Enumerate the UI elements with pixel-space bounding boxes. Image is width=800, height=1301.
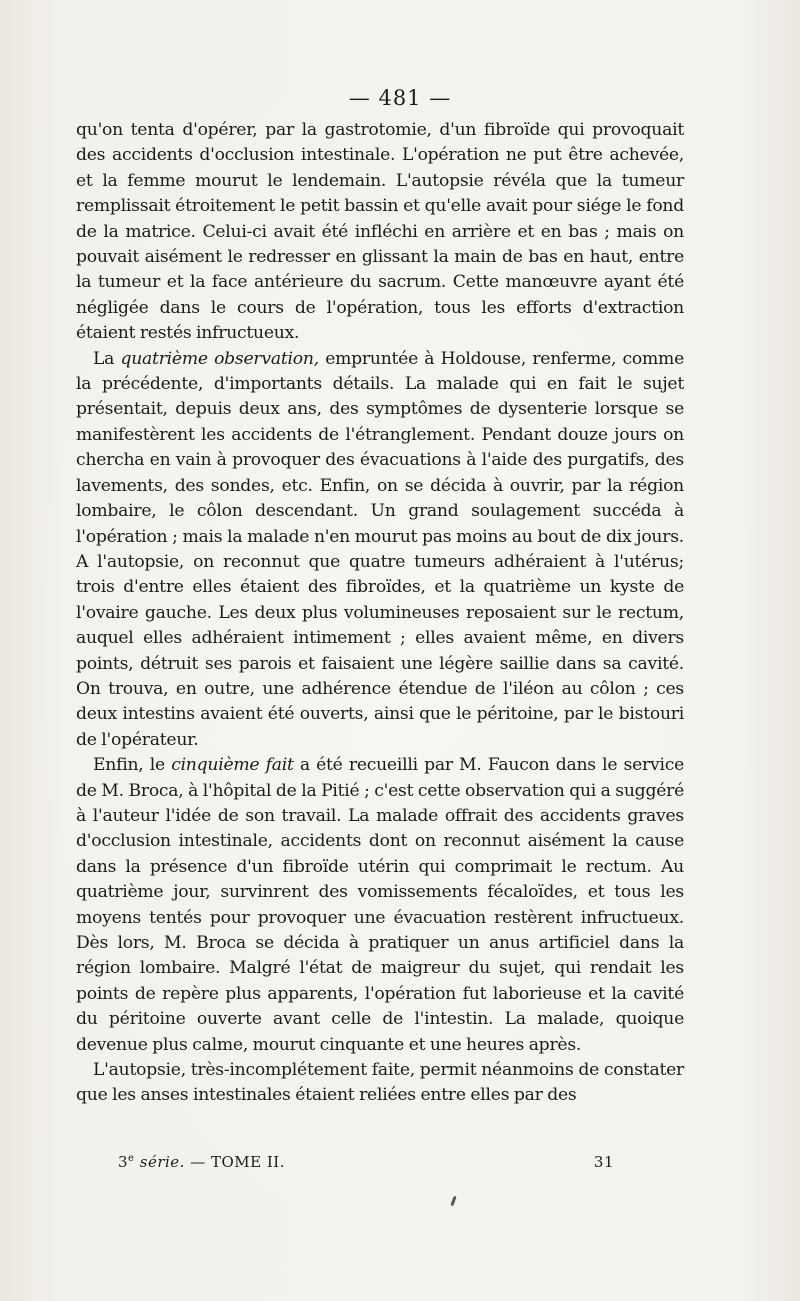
- body-text: [76, 118, 684, 1109]
- paragraph-2-lead: La: [93, 348, 115, 369]
- series-suffix: e: [128, 1153, 135, 1164]
- paragraph-3-italic: cinquième fait: [171, 755, 294, 776]
- paragraph-4: L'autopsie, très-incomplétement faite, permit néanmoins de constater que les anses intestinales étaient reliées entre elles par des: [76, 1060, 684, 1106]
- series-number: 3: [118, 1153, 129, 1171]
- page-number-header: — 481 —: [348, 86, 452, 110]
- paragraph-3: [76, 753, 684, 1058]
- signature-number: 31: [593, 1153, 614, 1171]
- paragraph-2-body: empruntée à Holdouse, renferme, comme la précédente, d'importants détails. La malade qui en fait le sujet présentait, depuis deux ans, des symptômes de dysenterie lorsque se manifestèrent les accidents de l'étranglement. Pendant douze jours on chercha en vain à provoquer des évacuations à l'aide des purgatifs, des lavements, des sondes, etc. Enfin, on se décida à ouvrir, par la région lombaire, le côlon descendant. Un grand soulagement succéda à l'opération ; mais la malade n'en mourut pas moins au bout de dix jours. A l'autopsie, on reconnut que quatre tumeurs adhéraient à l'utérus; trois d'entre elles étaient des fibroïdes, et la quatrième un kyste de l'ovaire gauche. Les deux plus volumineuses reposaient sur le rectum, auquel elles adhéraient intimement ; elles avaient même, en divers points, détruit ses parois et faisaient une légère saillie dans sa cavité. On trouva, en outre, une adhérence étendue de l'iléon au côlon ; ces deux intestins avaient été ouverts, ainsi que le péritoine, par le bistouri de l'opérateur.: [76, 348, 684, 750]
- paragraph-3-body: a été recueilli par M. Faucon dans le service de M. Broca, à l'hôpital de la Pitié ; c'est cette observation qui a suggéré à l'auteur l'idée de son travail. La malade offrait des accidents graves d'occlusion intestinale, accidents dont on reconnut aisément la cause dans la présence d'un fibroïde utérin qui comprimait le rectum. Au quatrième jour, survinrent des vomissements fécaloïdes, et tous les moyens tentés pour provoquer une évacuation restèrent infructueux. Dès lors, M. Broca se décida à pratiquer un anus artificiel dans la région lombaire. Malgré l'état de maigreur du sujet, qui rendait les points de repère plus apparents, l'opération fut laborieuse et la cavité du péritoine ouverte avant celle de l'intestin. La malade, quoique devenue plus calme, mourut cinquante et une heures après.: [76, 755, 684, 1055]
- series-mark: [118, 1153, 285, 1171]
- paragraph-2-italic: quatrième observation,: [120, 348, 319, 369]
- paragraph-2: [76, 347, 684, 754]
- paragraph-1: qu'on tenta d'opérer, par la gastrotomie, d'un fibroïde qui provoquait des accidents d'occlusion intestinale. L'opération ne put être achevée, et la femme mourut le lendemain. L'autopsie révéla que la tumeur remplissait étroitement le petit bassin et qu'elle avait pour siége le fond de la matrice. Celui-ci avait été infléchi en arrière et en bas ; mais on pouvait aisément le redresser en glissant la main de bas en haut, entre la tumeur et la face antérieure du sacrum. Cette manœuvre ayant été négligée dans le cours de l'opération, tous les efforts d'extraction étaient restés infructueux.: [76, 120, 684, 344]
- tome-label: — TOME II.: [190, 1153, 285, 1171]
- paragraph-3-lead: Enfin, le: [93, 755, 165, 776]
- ink-speck: [450, 1196, 456, 1206]
- series-word: série.: [139, 1153, 185, 1171]
